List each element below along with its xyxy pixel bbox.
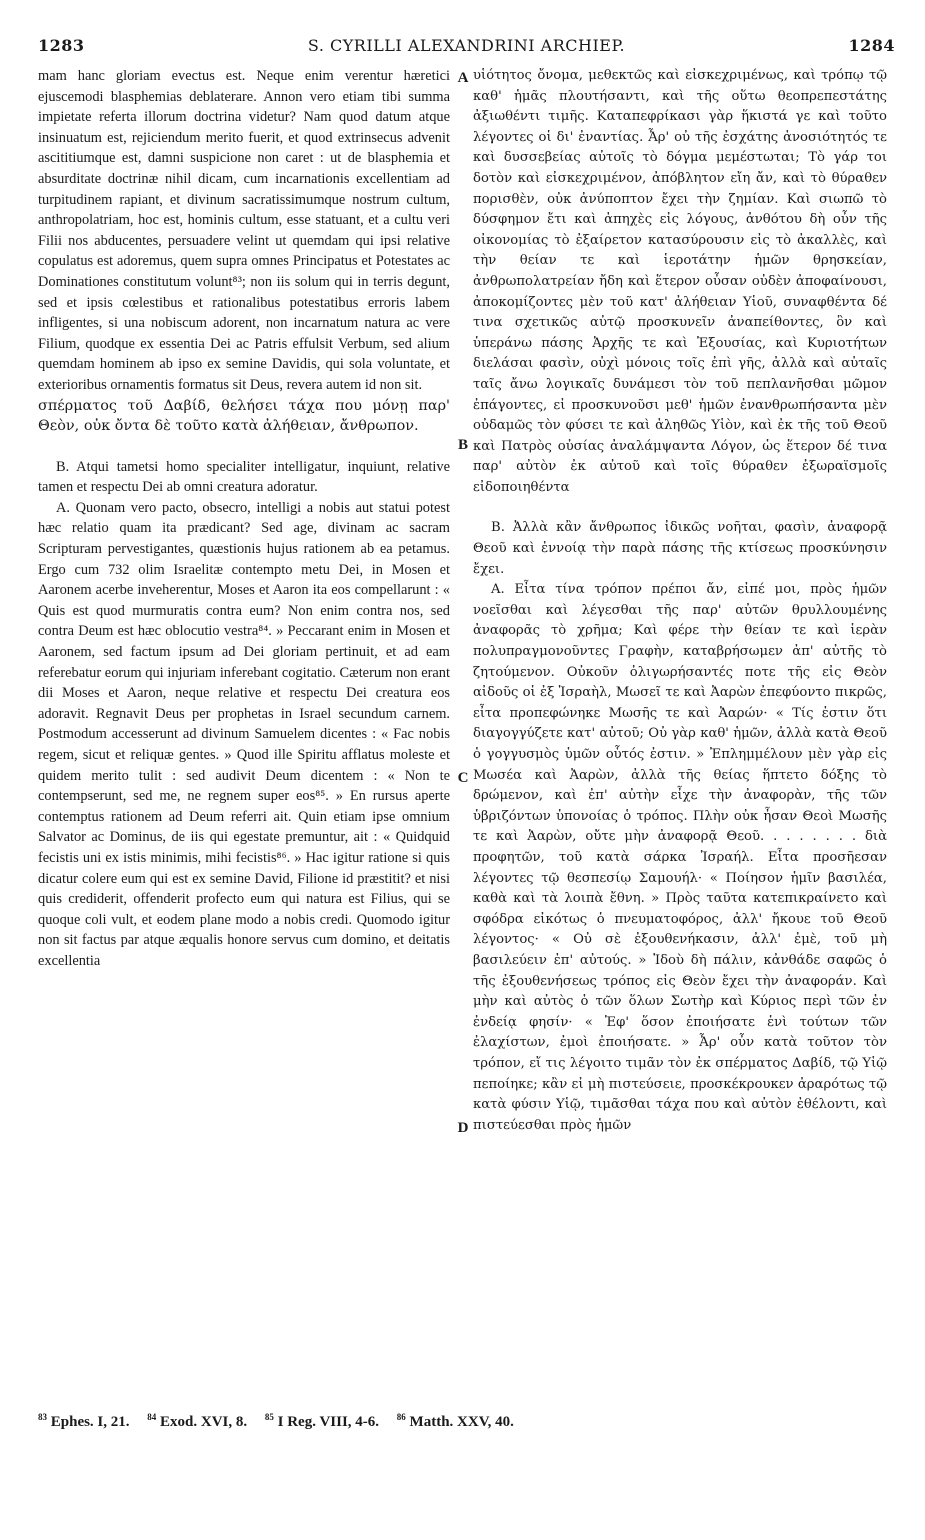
greek-paragraph-3: A. Εἶτα τίνα τρόπον πρέποι ἄν, εἰπέ μοι, πρὸς ἡμῶν νοεῖσθαι καὶ λέγεσθαι τῆς παρ' αὐτῶν θρυλλουμένης ἀναφορᾶς τὸ χρῆμα; Καὶ φέρε τὴν θείαν τε καὶ ἱερὰν πολυπραγμονοῦντες Γραφὴν, καταβρήσωμεν ἀπ' αὐτῆς τὸ ζητούμενον. Οὐκοῦν ὀλιγωρήσαντές ποτε τῆς εἰς Θεὸν αἰδοῦς οἱ ἐξ Ἰσραὴλ, Μωσεῖ τε καὶ Ἀαρὼν ἐπεφύοντο πικρῶς, εἶτα προπεφώνηκε Μωσῆς τε καὶ Ἀαρών· « Τίς ἐστιν ὅτι διαγογγύζετε κατ' αὐτοῦ; Οὐ γὰρ καθ' ἡμῶν, ἀλλὰ κατὰ Θεοῦ ὁ γογγυσμὸς ὑμῶν οὗτός ἐστιν. » Ἐπλημμέλουν μὲν γὰρ εἰς Μωσέα καὶ Ἀαρὼν, ἀλλὰ τῆς θείας ἥπτετο δόξης τὸ δρώμενον, καὶ ἐπ' αὐτὴν εἶχε τὴν ἀναφορὰν, τῆς τῶν ὑβριζόντων ὑπονοίας ὁ τρόπος. Πλὴν οὐκ ἦσαν Θεοὶ Μωσῆς τε καὶ Ἀαρὼν, οὔτε μὴν ἀναφορᾷ Θεοῦ. . . . . . . . διὰ προφητῶν, τοῦ κατὰ σάρκα Ἰσραήλ. Εἶτα προσῆεσαν λέγοντες τῷ θεσπεσίῳ Σαμουήλ· « Ποίησον ἡμῖν βασιλέα, καθὰ καὶ τὰ λοιπὰ ἔθνη. » Πρὸς ταῦτα κατεπικραίνετο καὶ σφόδρα εἰκότως ὁ πνευματοφόρος, ἀλλ' ἤκουε τοῦ Θεοῦ λέγοντος· « Οὐ σὲ ἐξουθενήκασιν, ἀλλ' ἐμὲ, τοῦ μὴ βασιλεύειν ἐπ' αὐτούς. » Ἰδοὺ δὴ πάλιν, κἀνθάδε σαφῶς ὁ τῆς ἐξουθενήσεως τρόπος εἰς Θεὸν ἔχει τὴν ἀναφοράν. Καὶ μὴν καὶ αὐτὸς ὁ τῶν ὅλων Σωτὴρ καὶ Κύριος περὶ τῶν ἐν ἐνδείᾳ φησίν· « Ἐφ' ὅσον ἐποιήσατε ἑνὶ τούτων τῶν ἐλαχίστων, ἐμοὶ ἐποιήσατε. » Ἆρ' οὖν κατὰ τοῦτον τὸν τρόπον, εἴ τις λέγοιτο τιμᾶν τὸν ἐκ σπέρματος Δαβίδ, τῷ Υἱῷ πεποίηκε; κἂν εἰ μὴ πιστεύσειε, προσκέκρουκεν ἀραρότως τῷ κατὰ φύσιν Υἱῷ, τιμᾶσθαι τάχα που καὶ αὐτὸν ἐθέλοντι, καὶ πιστεύεσθαι πρὸς ἡμῶν	[473, 582, 887, 1133]
footnote: $^{83}$ Ephes. I, 21.	[38, 1412, 130, 1430]
latin-column-greek-line: σπέρματος τοῦ Δαβίδ, θελήσει τάχα που μόνῃ παρ' Θεὸν, οὐκ ὄντα δὲ τοῦτο κατὰ ἀλήθειαν, ἄνθρωπον.	[38, 397, 450, 435]
page-number-left: 1283	[38, 36, 85, 55]
footnotes	[38, 1412, 895, 1431]
footnote: $^{86}$ Matth. XXV, 40.	[396, 1412, 514, 1430]
greek-column	[473, 66, 887, 1391]
latin-column	[38, 66, 450, 1391]
margin-letter-b: B	[457, 437, 468, 453]
running-title: S. CYRILLI ALEXANDRINI ARCHIEP.	[307, 36, 626, 55]
footnote: $^{84}$ Exod. XVI, 8.	[147, 1412, 248, 1430]
margin-letter-a: A	[457, 70, 469, 86]
greek-paragraph-1: υἱότητος ὄνομα, μεθεκτῶς καὶ εἰσκεχριμένως, καὶ τρόπῳ τῷ καθ' ἡμᾶς πλουτήσαντι, καὶ τῆς οὕτω θεοπρεπεστάτης ἀξιωθέντι τιμῆς. Καταπεφρίκασι γὰρ ἥκιστά γε καὶ τοῦτο λέγοντες οἱ δι' ἐναντίας. Ἆρ' οὐ τῆς ἐσχάτης ἀνοσιότητός τε καὶ δυσσεβείας αὐτοῖς τὸ δόγμα μεμέστωται; Τὸ γάρ τοι δοτὸν καὶ εἰσκεχριμένον, ἀπόβλητον εἴη ἄν, καὶ τὸ θύραθεν πορισθὲν, οὐκ ἀνύποπτον ἔχει τὴν ζημίαν. Καὶ σιωπῶ τὸ δύσφημον ἔτι καὶ ἀπηχὲς εἰς λόγους, ἀνθότου δὴ οὖν τῆς οἰκονομίας τὸ ἐξαίρετον κατασύρουσιν εἰς τὸ ἀκαλλὲς, καὶ τὴν θείαν τε καὶ ἱεροτάτην ἡμῶν θρησκείαν, ἀνθρωπολατρείαν ἤδη καὶ ἕτερον οὖσαν οὐδὲν ἀποφαίνουσι, ἀποκομίζοντες μὲν τοῦ κατ' ἀλήθειαν Υἱοῦ, συναφθέντα δέ τινα σχετικῶς αὐτῷ προσκυνεῖν ἀναπείθοντες, ὃν καὶ ὑπεράνω πάσης Ἀρχῆς τε καὶ Ἐξουσίας, καὶ Κυριοτήτων διελάσαι φασὶν, οὐχὶ μόνοις τοῖς ἐπὶ γῆς, ἀλλὰ καὶ αὐταῖς ταῖς ἄνω λογικαῖς δυνάμεσι τὸν τοῦ πεπλανῆσθαι μῶμον ἐπάγοντες, εἰ προσκυνοῦσι μεθ' ἡμῶν ἐνανθρωπήσαντα μὲν οὐδαμῶς τὸν φύσει τε καὶ ἀληθῶς Υἱὸν, καὶ ἐκ τῆς τοῦ Θεοῦ καὶ Πατρὸς οὐσίας ἀναλάμψαντα Λόγον, ὡς ἕτερον δέ τινα παρ' αὐτὸν ἐκ αὐτοῦ καὶ τοῖς θύραθεν ἐξωραϊσμοῖς εἰδοποιηθέντα	[473, 68, 887, 495]
footnote: $^{85}$ I Reg. VIII, 4-6.	[264, 1412, 380, 1430]
latin-paragraph-3: A. Quonam vero pacto, obsecro, intelligi a nobis aut statui potest hæc relatio quam ita prædicant? Sed age, divinam ac sacram Scripturam pervestigantes, quæstionis hujus rationem ab ea petamus. Ergo cum 732 olim Israelitæ contempto metu Dei, in Mosen et Aaronem acerbe inveherentur, Moses et Aaron ita eos compellarunt : « Quis est quod murmuratis contra eum? Non enim contra nos, sed contra Deum est hæc oblocutio vestra⁸⁴. » Peccarant enim in Mosen et Aaronem, sed factum ipsum ad Dei gloriam pertinuit, et ad eam referebatur eorum qui injuriam inferebant cogitatio. Cæterum non erant dii Moses et Aaron, neque relative et respectu Dei creatura eos adoravit. Regnavit Deus per prophetas in Israel secundum carnem. Postmodum accesserunt ad divinum Samuelem dicentes : « Fac nobis regem, sicut et reliquæ gentes. » Quod ille Spiritu afflatus moleste et quidem merito tulit : sed audivit Deum dicentem : « Non te contempserunt, sed me, ne regnem super eos⁸⁵. » En rursus aperte contemptus rationem ad Deum referri ait. Quin etiam ipse omnium Salvator ac Dominus, de iis qui egestate premuntur, ait : « Quidquid fecistis uni ex istis minimis, mihi fecistis⁸⁶. » Hac igitur ratione si quis dicatur colere eum qui est ex semine David, Filione id præstitit? et nisi quis crediderit, offenderit profecto eum qui natura est Filius, qui se quoque coli vult, et eodem plane modo a nobis credi. Quomodo igitur non sit factus par atque æqualis honore servus cum domino, et deitatis excellentia	[38, 499, 450, 969]
greek-paragraph-2: B. Ἀλλὰ κἂν ἄνθρωπος ἰδικῶς νοῆται, φασὶν, ἀναφορᾷ Θεοῦ καὶ ἐννοίᾳ τὴν παρὰ πάσης τῆς κτίσεως προσκύνησιν ἔχει.	[473, 520, 887, 577]
margin-letter-c: C	[457, 770, 469, 786]
page-number-right: 1284	[848, 36, 895, 55]
running-header	[38, 36, 895, 60]
latin-paragraph-1: mam hanc gloriam evectus est. Neque enim verentur hæretici ejuscemodi blasphemias deblaterare. Annon vero etiam tibi summa impietate referta illorum doctrina videtur? Nam quod datum atque insinuatum est, rejiciendum merito fuerit, et quod extrinsecus advenit ascititiumque est, damni suspicione non caret : ut de blasphemia et absurditate doctrinæ nihil dicam, cum incarnationis excellentiam ad turpitudinem rapiant, et divinum sacratissimumque nostrum cultum, anthropolatriam, hoc est, hominis cultum, esse statuant, et a cultu veri Filii nos abducentes, persuadere velint ut quemdam qui ipsi relative copulatus est adoremus, quem supra omnes Principatus et Potestates ac Dominationes constitutum volunt⁸³; non iis solum qui in terris degunt, sed et ipsis cœlestibus et rationalibus potestatibus erroris labem infligentes, si una nobiscum adorent, non incarnatum natura ac vere Filium, quodque ex essentia Dei ac Patris effulsit Verbum, sed alium quemdam hominem ab ipso ex semine Davidis, qui sola voluntate, et exterioribus ornamentis formatus sit Deus, revera autem id non sit.	[38, 68, 450, 393]
latin-paragraph-2: B. Atqui tametsi homo specialiter intelligatur, inquiunt, relative tamen et respectu Dei ab omni creatura adoratur.	[38, 458, 450, 496]
margin-letter-d: D	[457, 1120, 469, 1136]
